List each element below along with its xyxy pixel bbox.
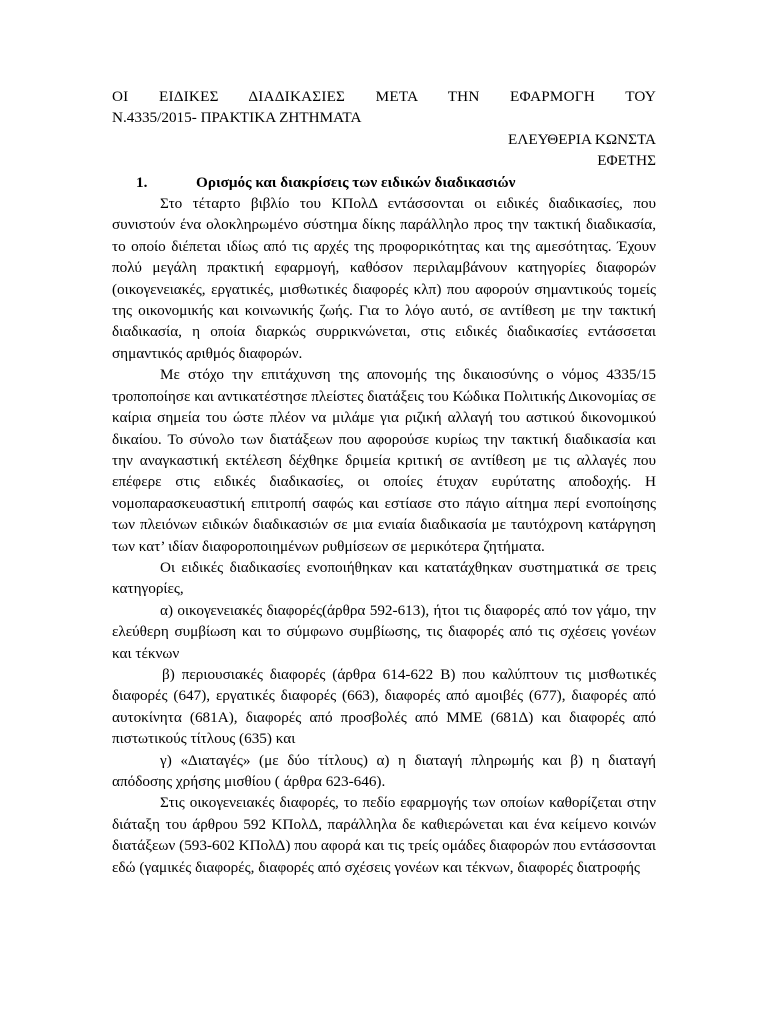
section-title: Ορισμός και διακρίσεις των ειδικών διαδικασιών — [196, 173, 516, 191]
document-title-line-1: ΟΙ ΕΙΔΙΚΕΣ ΔΙΑΔΙΚΑΣΙΕΣ ΜΕΤΑ ΤΗΝ ΕΦΑΡΜΟΓΗ ΤΟΥ — [112, 88, 656, 105]
section-heading — [112, 172, 656, 193]
paragraph-category-c: γ) «Διαταγές» (με δύο τίτλους) α) η διαταγή πληρωμής και β) η διαταγή απόδοσης χρήσης μισθίου ( άρθρα 623-646). — [112, 751, 656, 790]
document-title-line-2: Ν.4335/2015- ΠΡΑΚΤΙΚΑ ΖΗΤΗΜΑΤΑ — [112, 109, 362, 127]
paragraph-intro: Στο τέταρτο βιβλίο του ΚΠολΔ εντάσσονται οι ειδικές διαδικασίες, που συνιστούν ένα ολοκληρωμένο σύστημα δίκης παράλληλο προς την τακτική διαδικασία, το οποίο διέπεται ιδίως από τις αρχές της προφορικότητας και της αμεσότητας. Έχουν πολύ μεγάλη πρακτική εφαρμογή, καθόσον περιλαμβάνουν κατηγορίες διαφορών (οικογενειακές, εργατικές, μισθωτικές διαφορές κλπ) που αφορούν σημαντικούς τομείς της οικονομικής και κοινωνικής ζωής. Για το λόγο αυτό, σε αντίθεση με την τακτική διαδικασία, η οποία διαρκώς συρρικνώνεται, στις ειδικές διαδικασίες εντάσσεται σημαντικός αριθμός διαφορών. — [112, 195, 656, 362]
paragraph-categories: Οι ειδικές διαδικασίες ενοποιήθηκαν και κατατάχθηκαν συστηματικά σε τρεις κατηγορίες, — [112, 558, 656, 598]
document-page — [112, 86, 656, 878]
paragraph-category-a: α) οικογενειακές διαφορές(άρθρα 592-613), ήτοι τις διαφορές από τον γάμο, την ελεύθερη συμβίωση και το σύμφωνο συμβίωσης, τις διαφορές από τις σχέσεις γονέων και τέκνων — [112, 601, 656, 662]
author-name: ΕΛΕΥΘΕΡΙΑ ΚΩΝΣΤΑ — [508, 130, 656, 148]
author-role: ΕΦΕΤΗΣ — [597, 152, 656, 170]
section-number: 1. — [136, 173, 148, 191]
paragraph-law-reform: Με στόχο την επιτάχυνση της απονομής της δικαιοσύνης ο νόμος 4335/15 τροποποίησε και αντικατέστησε πλείστες διατάξεις του Κώδικα Πολιτικής Δικονομίας σε καίρια σημεία του ώστε πλέον να μιλάμε για ριζική αλλαγή του αστικού δικονομικού δικαίου. Το σύνολο των διατάξεων που αφορούσε κυρίως την τακτική διαδικασία και την αναγκαστική εκτέλεση δέχθηκε δριμεία κριτική σε αντίθεση με τις αλλαγές που επέφερε στις ειδικές διαδικασίες, οι οποίες έτυχαν ευρύτατης αποδοχής. Η νομοπαρασκευαστική επιτροπή σαφώς και εστίασε στο πάγιο αίτημα περί ενοποίησης των πλειόνων ειδικών διαδικασιών σε μια ενιαία διαδικασία με ταυτόχρονη κατάργηση των κατ’ ιδίαν διαφοροποιημένων ρυθμίσεων σε μερικότερα ζητήματα. — [112, 366, 656, 555]
paragraph-category-b: β) περιουσιακές διαφορές (άρθρα 614-622 Β) που καλύπτουν τις μισθωτικές διαφορές (647), εργατικές διαφορές (663), διαφορές από αμοιβές (677), διαφορές από αυτοκίνητα (681Α), διαφορές από προσβολές από ΜΜΕ (681Δ) και διαφορές από πιστωτικούς τίτλους (635) και — [112, 665, 656, 748]
paragraph-family-disputes: Στις οικογενειακές διαφορές, το πεδίο εφαρμογής των οποίων καθορίζεται στην διάταξη του άρθρου 592 ΚΠολΔ, παράλληλα δε καθιερώνεται και ένα κείμενο κοινών διατάξεων (593-602 ΚΠολΔ) που αφορά και τις τρείς ομάδες διαφορών που εντάσσονται εδώ (γαμικές διαφορές, διαφορές από σχέσεις γονέων και τέκνων, διαφορές διατροφής — [112, 794, 656, 876]
